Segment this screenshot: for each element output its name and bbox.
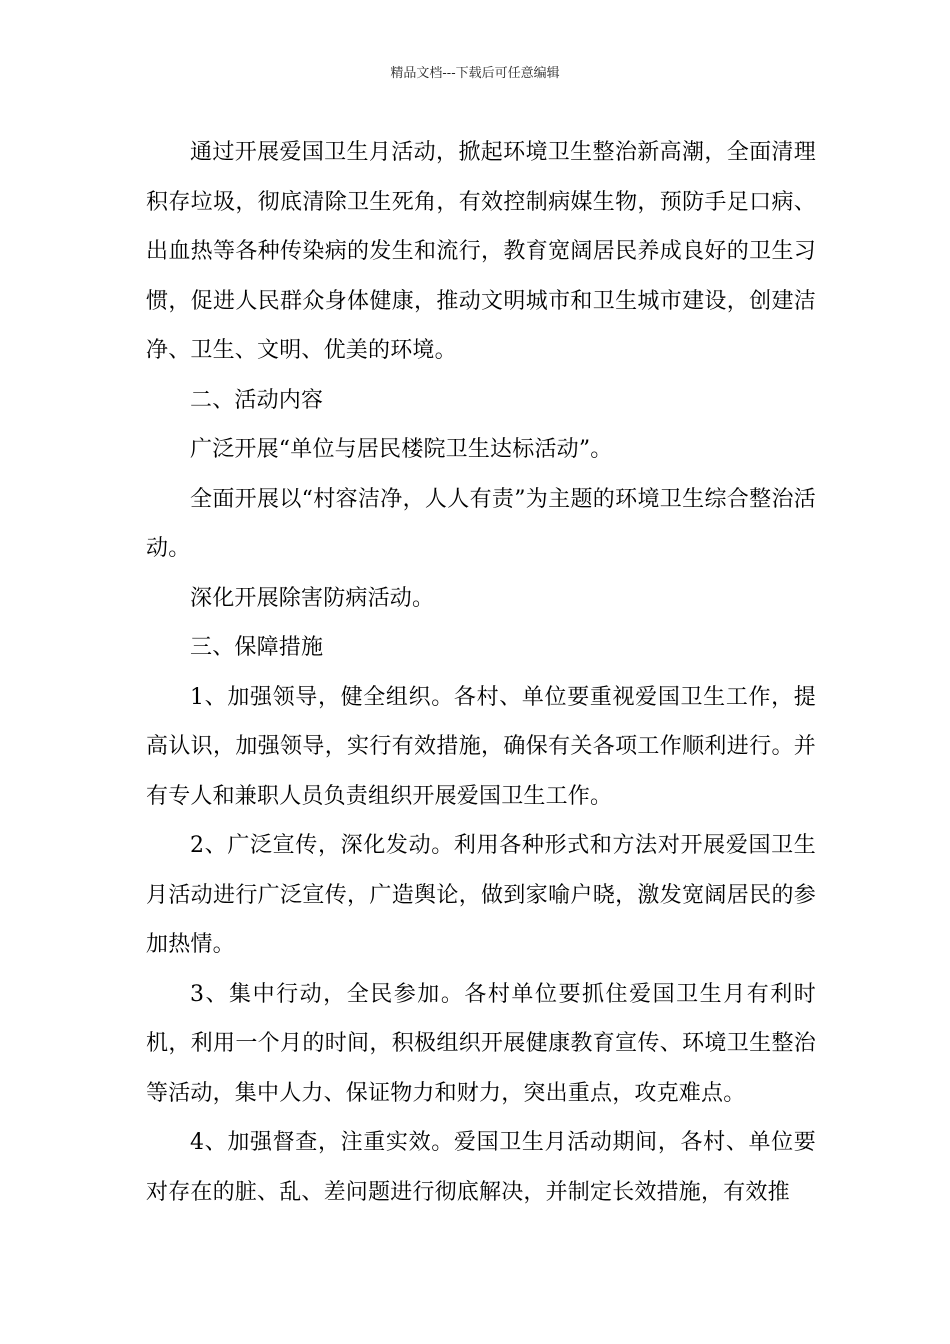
paragraph-intro: 通过开展爱国卫生月活动，掀起环境卫生整治新高潮，全面清理积存垃圾，彻底清除卫生死角，有效控制病媒生物，预防手足口病、出血热等各种传染病的发生和流行，教育宽阔居民养成良好的卫生习惯，促进人民群众身体健康，推动文明城市和卫生城市建设，创建洁净、卫生、文明、优美的环境。 [146, 140, 816, 363]
paragraph-activity-3: 深化开展除害防病活动。 [190, 585, 435, 611]
paragraph-measure-3: 3、集中行动，全民参加。各村单位要抓住爱国卫生月有利时机，利用一个月的时间，积极组织开展健康教育宣传、环境卫生整治等活动，集中人力、保证物力和财力，突出重点，攻克难点。 [146, 981, 816, 1106]
paragraph-activity-1: 广泛开展“单位与居民楼院卫生达标活动”。 [190, 437, 613, 462]
paragraph-measure-4: 4、加强督查，注重实效。爱国卫生月活动期间，各村、单位要对存在的脏、乱、差问题进行彻底解决，并制定长效措施，有效推 [146, 1130, 816, 1205]
paragraph-activity-2: 全面开展以“村容洁净，人人有责”为主题的环境卫生综合整治活动。 [146, 486, 816, 561]
paragraph-measure-1: 1、加强领导，健全组织。各村、单位要重视爱国卫生工作，提高认识，加强领导，实行有效措施，确保有关各项工作顺利进行。并有专人和兼职人员负责组织开展爱国卫生工作。 [146, 684, 816, 809]
section-heading-safeguard-measures: 三、保障措施 [190, 635, 324, 660]
page-header: 精品文档---下载后可任意编辑 [390, 66, 560, 81]
paragraph-measure-2: 2、广泛宣传，深化发动。利用各种形式和方法对开展爱国卫生月活动进行广泛宣传，广造舆论，做到家喻户晓，激发宽阔居民的参加热情。 [146, 833, 816, 957]
document-body [146, 128, 816, 1217]
section-heading-activity-content: 二、活动内容 [190, 387, 324, 413]
